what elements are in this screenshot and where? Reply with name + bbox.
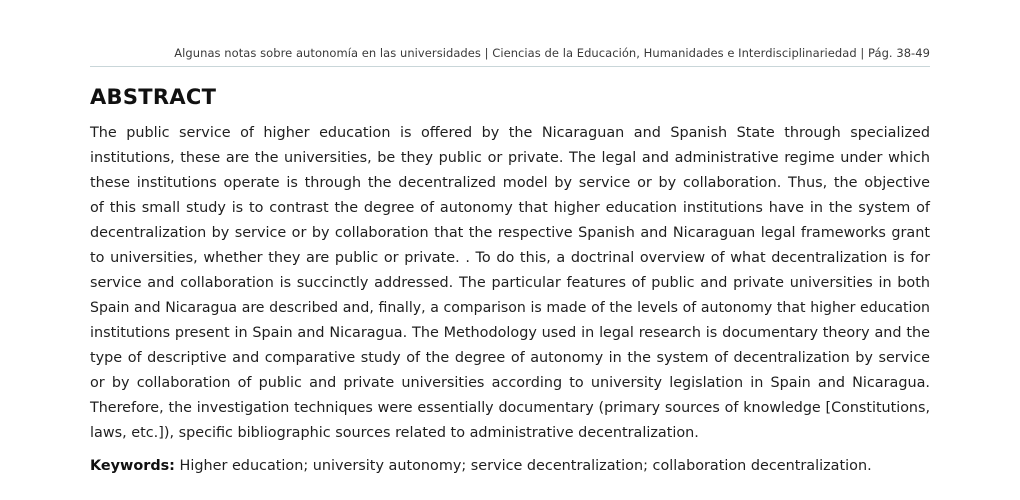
abstract-heading: ABSTRACT [90,85,217,109]
abstract-body [90,121,930,446]
abstract-line: service and collaboration is succinctly addressed. The particular features of public and private universities in both [90,275,930,291]
keywords-label: Keywords: [90,458,175,474]
abstract-line: type of descriptive and comparative study of the degree of autonomy in the system of decentralization by service [90,350,930,366]
abstract-line: to universities, whether they are public or private. . To do this, a doctrinal overview of what decentralization is for [90,250,930,266]
running-header: Algunas notas sobre autonomía en las universidades | Ciencias de la Educación, Humanidades e Interdisciplinariedad | Pág. 38-49 [174,46,930,60]
keywords-text: Higher education; university autonomy; service decentralization; collaboration decentralization. [179,458,872,474]
abstract-line: institutions present in Spain and Nicaragua. The Methodology used in legal research is documentary theory and the [90,325,930,341]
abstract-line: The public service of higher education is offered by the Nicaraguan and Spanish State through specialized [90,125,930,141]
header-divider [90,66,930,67]
abstract-line: Spain and Nicaragua are described and, finally, a comparison is made of the levels of autonomy that higher education [90,300,930,316]
abstract-line: of this small study is to contrast the degree of autonomy that higher education institutions have in the system of [90,200,930,216]
abstract-line: institutions, these are the universities, be they public or private. The legal and administrative regime under which [90,150,930,166]
abstract-line: or by collaboration of public and private universities according to university legislation in Spain and Nicaragua. [90,375,930,391]
abstract-line: Therefore, the investigation techniques were essentially documentary (primary sources of knowledge [Constitutions, [90,400,930,416]
abstract-line: decentralization by service or by collaboration that the respective Spanish and Nicaraguan legal frameworks grant [90,225,930,241]
abstract-line: laws, etc.]), specific bibliographic sources related to administrative decentralization. [90,425,699,441]
abstract-line: these institutions operate is through the decentralized model by service or by collaboration. Thus, the objective [90,175,930,191]
keywords-line [90,454,930,479]
